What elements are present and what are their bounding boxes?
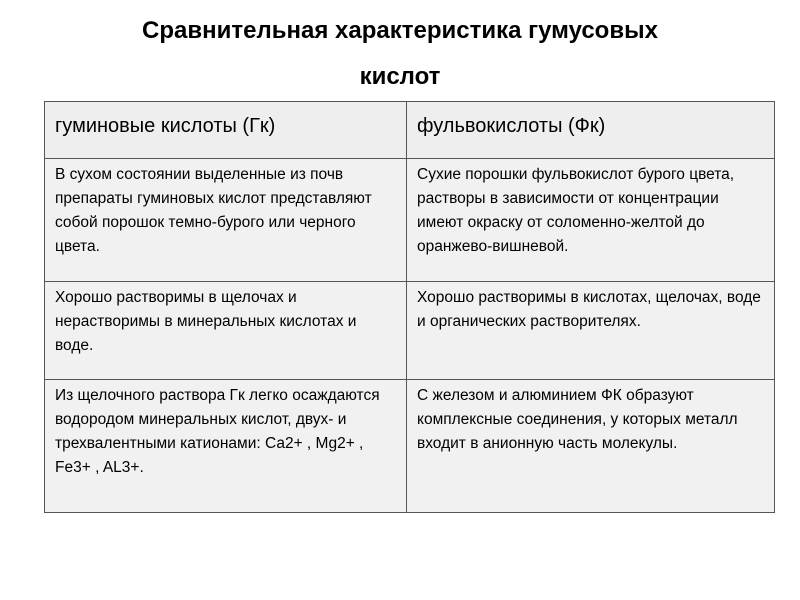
table-cell-humic-precipitation: Из щелочного раствора Гк легко осаждаются водородом минеральных кислот, двух- и трехвалентными катионами: Са2+ , Mg2+ , Fe3+ , AL3+. — [45, 380, 407, 513]
table-row — [45, 159, 775, 282]
page-title-line-1: Сравнительная характеристика гумусовых — [142, 17, 658, 44]
table-cell-fulvic-appearance: Сухие порошки фульвокислот бурого цвета, растворы в зависимости от концентрации имеют окраску от соломенно-желтой до оранжево-вишневой. — [407, 159, 775, 282]
table-cell-humic-solubility: Хорошо растворимы в щелочах и нерастворимы в минеральных кислотах и воде. — [45, 282, 407, 380]
table-cell-fulvic-solubility: Хорошо растворимы в кислотах, щелочах, воде и органических растворителях. — [407, 282, 775, 380]
header-fulvic-acids: фульвокислоты (Фк) — [407, 102, 775, 159]
page-title — [0, 8, 800, 100]
comparison-table — [44, 101, 775, 513]
table-row — [45, 282, 775, 380]
table-header-row — [45, 102, 775, 159]
table-cell-humic-appearance: В сухом состоянии выделенные из почв препараты гуминовых кислот представляют собой порошок темно-бурого или черного цвета. — [45, 159, 407, 282]
table-row — [45, 380, 775, 513]
table-cell-fulvic-complexes: С железом и алюминием ФК образуют комплексные соединения, у которых металл входит в анионную часть молекулы. — [407, 380, 775, 513]
header-humic-acids: гуминовые кислоты (Гк) — [45, 102, 407, 159]
page-title-line-2: кислот — [359, 63, 441, 90]
